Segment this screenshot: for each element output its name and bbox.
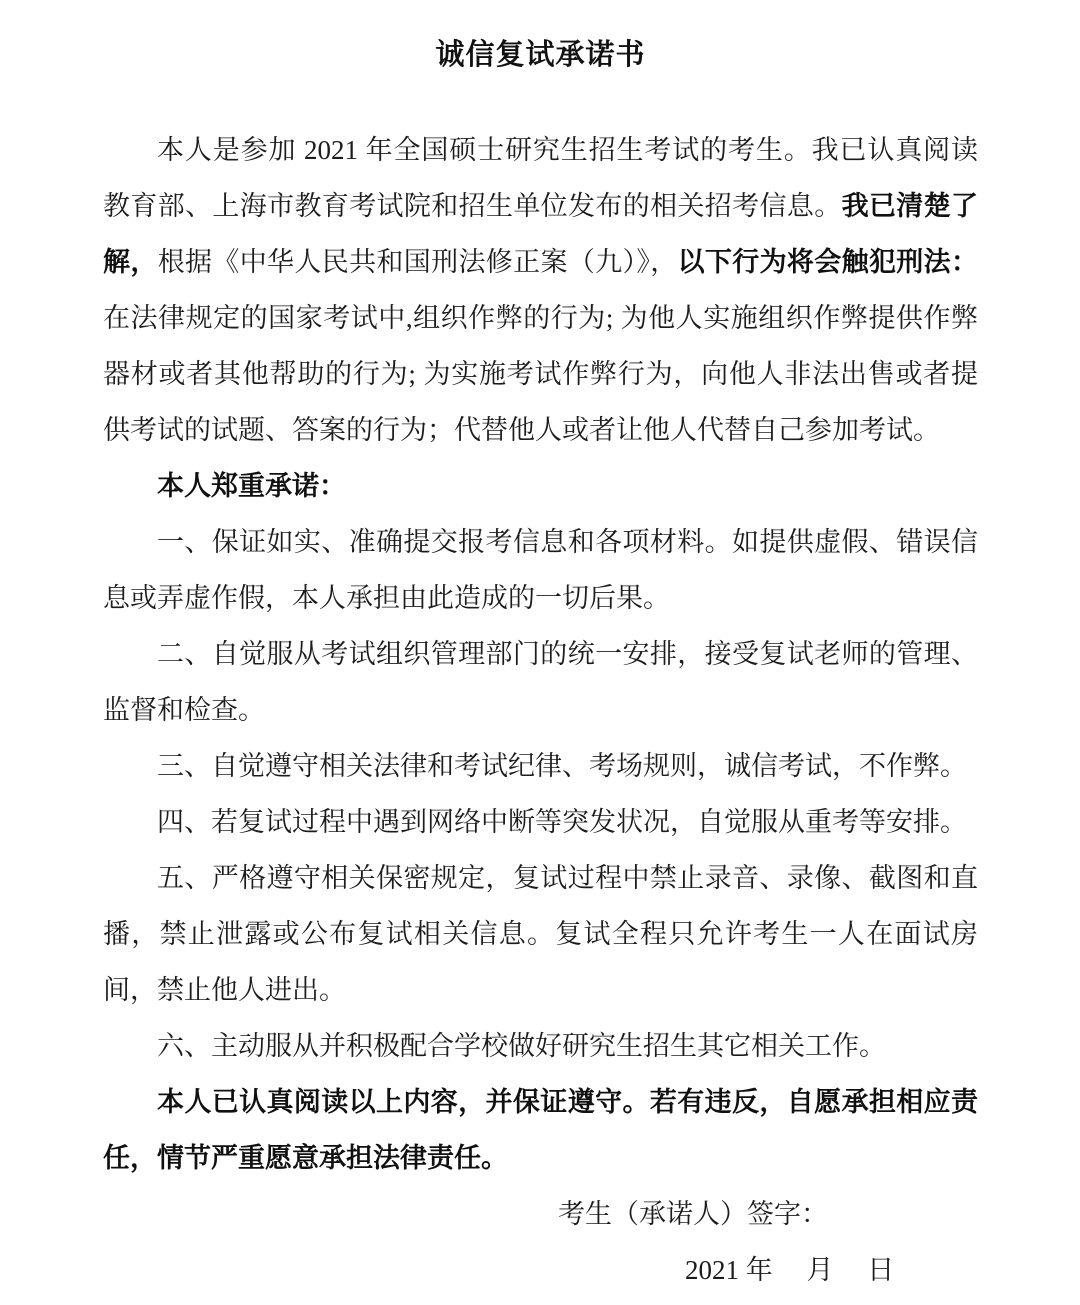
signature-label: 考生（承诺人）签字： bbox=[558, 1199, 828, 1229]
text-segment-bold: 以下行为将会触犯刑法： bbox=[677, 247, 978, 277]
paragraph-item-1 bbox=[103, 514, 978, 626]
paragraph-intro bbox=[103, 122, 978, 458]
text-segment: 四、若复试过程中遇到网络中断等突发状况，自觉服从重考等安排。 bbox=[157, 807, 967, 837]
date-line: 2021 年 月 日 bbox=[685, 1255, 895, 1285]
document-body bbox=[103, 122, 978, 1186]
text-segment: 根据《中华人民共和国刑法修正案（九）》， bbox=[157, 247, 678, 277]
text-segment-bold: 我已清楚了解， bbox=[103, 191, 979, 277]
text-segment: 三、自觉遵守相关法律和考试纪律、考场规则，诚信考试，不作弊。 bbox=[157, 751, 967, 781]
text-segment: 在法律规定的国家考试中,组织作弊的行为; 为他人实施组织作弊提供作弊器材或者其他帮助的行为; 为实施考试作弊行为，向他人非法出售或者提供考试的试题、答案的行为；代替他人或者让他人代替自己参加考试。 bbox=[103, 303, 978, 445]
paragraph-promise-heading bbox=[103, 458, 978, 514]
document-title: 诚信复试承诺书 bbox=[435, 39, 646, 71]
text-segment: 二、自觉服从考试组织管理部门的统一安排，接受复试老师的管理、监督和检查。 bbox=[103, 639, 978, 725]
paragraph-item-2 bbox=[103, 626, 978, 738]
paragraph-item-6 bbox=[103, 1018, 978, 1074]
paragraph-item-4 bbox=[103, 794, 978, 850]
text-segment: 六、主动服从并积极配合学校做好研究生招生其它相关工作。 bbox=[157, 1031, 886, 1061]
text-segment: 五、严格遵守相关保密规定，复试过程中禁止录音、录像、截图和直播，禁止泄露或公布复试相关信息。复试全程只允许考生一人在面试房间，禁止他人进出。 bbox=[103, 863, 978, 1005]
text-segment-bold: 本人已认真阅读以上内容，并保证遵守。若有违反，自愿承担相应责任，情节严重愿意承担法律责任。 bbox=[103, 1087, 978, 1173]
paragraph-closing bbox=[103, 1074, 978, 1186]
paragraph-item-5 bbox=[103, 850, 978, 1018]
paragraph-item-3 bbox=[103, 738, 978, 794]
text-segment: 本人是参加 2021 年全国硕士研究生招生考试的考生。我已认真阅读教育部、上海市教育考试院和招生单位发布的相关招考信息。 bbox=[103, 135, 978, 221]
text-segment: 一、保证如实、准确提交报考信息和各项材料。如提供虚假、错误信息或弄虚作假，本人承担由此造成的一切后果。 bbox=[103, 527, 978, 613]
text-segment-bold: 本人郑重承诺： bbox=[157, 471, 346, 501]
